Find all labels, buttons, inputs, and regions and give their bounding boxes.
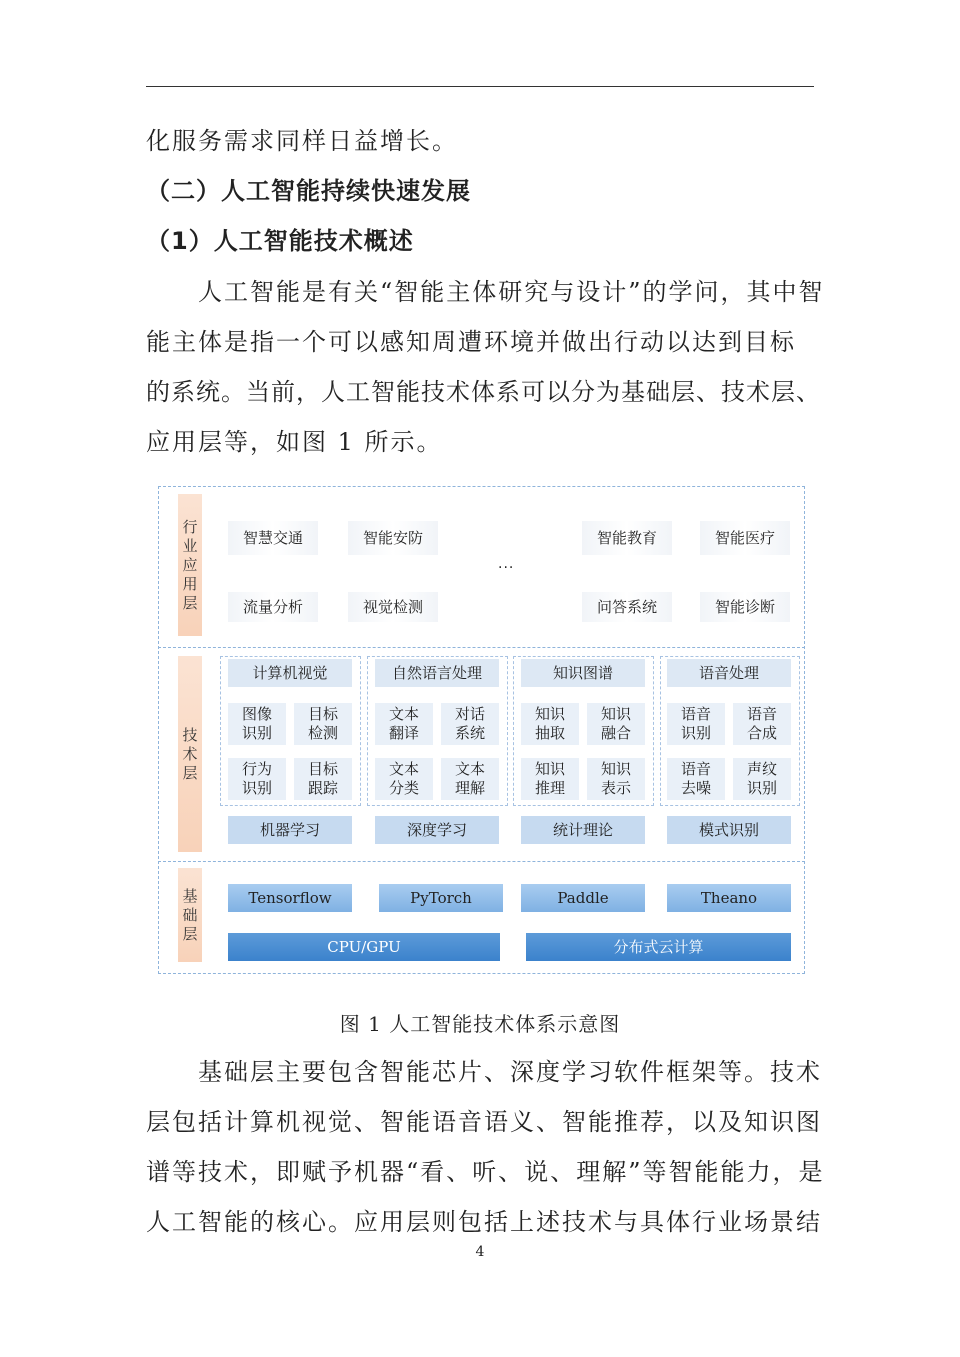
tech-item-text: 知识 融合 bbox=[600, 705, 631, 742]
hardware-box: CPU/GPU bbox=[228, 933, 500, 961]
tech-item-text: 语音 合成 bbox=[746, 705, 777, 742]
subsection-heading: （1）人工智能技术概述 bbox=[146, 227, 414, 255]
tech-group-title: 知识图谱 bbox=[521, 659, 645, 687]
tech-method: 模式识别 bbox=[667, 816, 791, 844]
layer-label-technology bbox=[178, 656, 202, 852]
tech-item bbox=[228, 758, 286, 800]
figure-caption: 图 1 人工智能技术体系示意图 bbox=[339, 1012, 621, 1036]
app-scenario: 智慧交通 bbox=[228, 521, 318, 555]
tech-item bbox=[294, 758, 352, 800]
paragraph-line: 人工智能的核心。应用层则包括上述技术与具体行业场景结 bbox=[146, 1208, 822, 1236]
tech-item bbox=[667, 703, 725, 745]
hardware-box: 分布式云计算 bbox=[526, 933, 791, 961]
tech-item bbox=[375, 703, 433, 745]
tech-method: 统计理论 bbox=[521, 816, 645, 844]
tech-item bbox=[587, 758, 645, 800]
app-function: 问答系统 bbox=[582, 592, 672, 622]
tech-item-text: 目标 跟踪 bbox=[307, 760, 338, 797]
layer-label-text: 行 业 应 用 层 bbox=[182, 517, 198, 612]
tech-item bbox=[375, 758, 433, 800]
tech-item bbox=[733, 703, 791, 745]
tech-item bbox=[521, 758, 579, 800]
tech-item bbox=[521, 703, 579, 745]
tech-item-text: 声纹 识别 bbox=[746, 760, 777, 797]
tech-item-text: 知识 抽取 bbox=[534, 705, 565, 742]
app-scenario: 智能安防 bbox=[348, 521, 438, 555]
tech-item bbox=[441, 703, 499, 745]
app-function: 视觉检测 bbox=[348, 592, 438, 622]
tech-item-text: 语音 去噪 bbox=[680, 760, 711, 797]
framework-box: Theano bbox=[667, 884, 791, 912]
tech-item bbox=[294, 703, 352, 745]
layer-separator bbox=[158, 861, 805, 862]
layer-label-text: 技 术 层 bbox=[182, 725, 198, 782]
tech-item-text: 文本 分类 bbox=[388, 760, 419, 797]
tech-item-text: 语音 识别 bbox=[680, 705, 711, 742]
tech-item-text: 图像 识别 bbox=[241, 705, 272, 742]
layer-separator bbox=[158, 647, 805, 648]
paragraph-line: 层包括计算机视觉、智能语音语义、智能推荐，以及知识图 bbox=[146, 1108, 822, 1136]
paragraph-line: 能主体是指一个可以感知周遭环境并做出行动以达到目标 bbox=[146, 328, 796, 356]
app-function: 智能诊断 bbox=[700, 592, 790, 622]
ellipsis: ... bbox=[498, 556, 515, 572]
tech-item-text: 知识 推理 bbox=[534, 760, 565, 797]
layer-label-application bbox=[178, 494, 202, 636]
layer-label-foundation bbox=[178, 868, 202, 962]
tech-item-text: 行为 识别 bbox=[241, 760, 272, 797]
tech-group-title: 语音处理 bbox=[667, 659, 791, 687]
paragraph-line: 应用层等，如图 1 所示。 bbox=[146, 428, 443, 456]
framework-box: Tensorflow bbox=[228, 884, 352, 912]
tech-method: 机器学习 bbox=[228, 816, 352, 844]
section-heading: （二）人工智能持续快速发展 bbox=[146, 177, 471, 205]
tech-item bbox=[667, 758, 725, 800]
header-rule bbox=[146, 86, 814, 87]
tech-item-text: 文本 理解 bbox=[454, 760, 485, 797]
layer-label-text: 基 础 层 bbox=[182, 886, 198, 943]
tech-item-text: 知识 表示 bbox=[600, 760, 631, 797]
app-scenario: 智能教育 bbox=[582, 521, 672, 555]
tech-item bbox=[441, 758, 499, 800]
app-function: 流量分析 bbox=[228, 592, 318, 622]
tech-item-text: 文本 翻译 bbox=[388, 705, 419, 742]
framework-box: PyTorch bbox=[379, 884, 503, 912]
paragraph-line: 化服务需求同样日益增长。 bbox=[146, 127, 458, 155]
paragraph-line: 的系统。当前，人工智能技术体系可以分为基础层、技术层、 bbox=[146, 378, 821, 406]
page-number: 4 bbox=[475, 1244, 485, 1260]
paragraph-line: 谱等技术，即赋予机器“看、听、说、理解”等智能能力，是 bbox=[146, 1158, 825, 1186]
tech-item bbox=[733, 758, 791, 800]
tech-item-text: 对话 系统 bbox=[454, 705, 485, 742]
tech-item-text: 目标 检测 bbox=[307, 705, 338, 742]
paragraph-line: 基础层主要包含智能芯片、深度学习软件框架等。技术 bbox=[198, 1058, 822, 1086]
paragraph-line: 人工智能是有关“智能主体研究与设计”的学问，其中智 bbox=[198, 278, 825, 306]
tech-item bbox=[587, 703, 645, 745]
framework-box: Paddle bbox=[521, 884, 645, 912]
tech-group-title: 自然语言处理 bbox=[375, 659, 499, 687]
tech-method: 深度学习 bbox=[375, 816, 499, 844]
app-scenario: 智能医疗 bbox=[700, 521, 790, 555]
tech-item bbox=[228, 703, 286, 745]
tech-group-title: 计算机视觉 bbox=[228, 659, 352, 687]
